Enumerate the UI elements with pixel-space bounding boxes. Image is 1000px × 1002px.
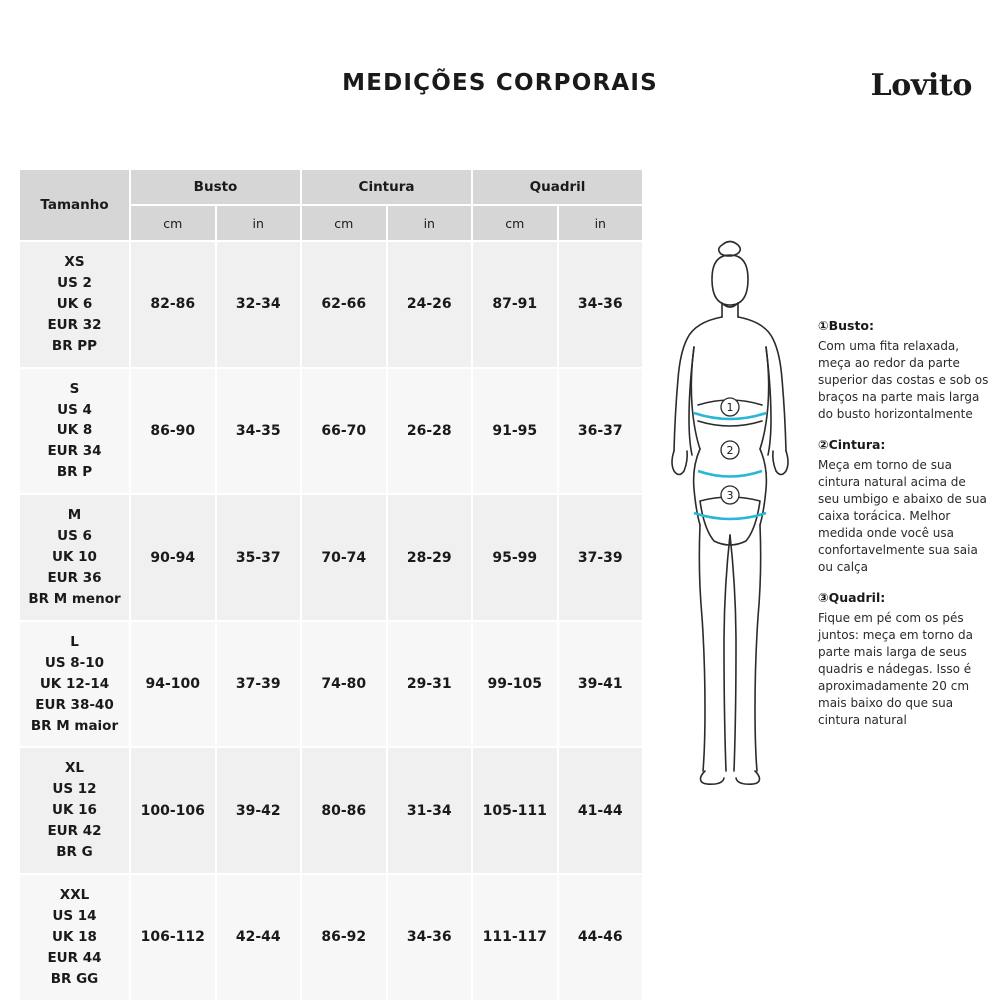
cell-waist-cm: 62-66 [301, 241, 387, 368]
note-bust-body: Com uma fita relaxada, meça ao redor da parte superior das costas e sob os braços na parte mais larga do busto horizontalmente [818, 338, 989, 421]
note-waist [818, 437, 990, 576]
cell-size [19, 241, 130, 368]
cell-bust-in: 32-34 [216, 241, 302, 368]
body-figure-diagram [650, 235, 810, 825]
cell-size [19, 621, 130, 748]
cell-hip-in: 39-41 [558, 621, 644, 748]
size-line: XS [64, 254, 85, 270]
cell-waist-cm: 66-70 [301, 368, 387, 495]
size-line: US 2 [57, 274, 92, 291]
cell-bust-in: 42-44 [216, 874, 302, 1001]
size-line: EUR 42 [47, 823, 102, 840]
cell-bust-cm: 100-106 [130, 747, 216, 874]
cell-hip-cm: 111-117 [472, 874, 558, 1001]
cell-bust-cm: 90-94 [130, 494, 216, 621]
cell-hip-in: 41-44 [558, 747, 644, 874]
note-hip-body: Fique em pé com os pés juntos: meça em torno da parte mais larga de seus quadris e nádegas. Isso é aproximadamente 20 cm mais baixo do que sua cintura natural [818, 611, 973, 728]
size-line: US 8-10 [44, 654, 105, 671]
cell-waist-in: 28-29 [387, 494, 473, 621]
size-line: L [70, 633, 79, 650]
note-waist-body: Meça em torno de sua cintura natural acima de seu umbigo e abaixo de sua caixa torácica. Melhor medida onde você usa confortavelmente sua saia ou calça [818, 457, 987, 575]
column-header-bust: Busto [130, 169, 301, 205]
size-line: UK 6 [56, 295, 93, 312]
size-line: BR M menor [28, 590, 121, 607]
page-title: MEDIÇÕES CORPORAIS [342, 70, 658, 96]
table-body [19, 241, 643, 1001]
table-row [19, 747, 643, 874]
cell-hip-cm: 95-99 [472, 494, 558, 621]
cell-size [19, 874, 130, 1001]
unit-header-hip-in: in [558, 205, 644, 241]
waist-measure-line [698, 471, 762, 477]
cell-bust-cm: 94-100 [130, 621, 216, 748]
unit-header-bust-cm: cm [130, 205, 216, 241]
marker-group [721, 398, 739, 504]
cell-waist-cm: 74-80 [301, 621, 387, 748]
size-line: UK 18 [52, 928, 97, 945]
table-row [19, 874, 643, 1001]
size-line: XL [64, 760, 84, 777]
size-line: US 4 [57, 401, 92, 418]
cell-bust-in: 35-37 [216, 494, 302, 621]
size-line: EUR 32 [47, 316, 102, 333]
size-chart-table-container [18, 168, 642, 1002]
size-line: US 12 [52, 781, 97, 798]
cell-hip-cm: 91-95 [472, 368, 558, 495]
cell-waist-cm: 70-74 [301, 494, 387, 621]
page-header [0, 0, 1000, 150]
size-line: BR G [56, 844, 93, 861]
cell-waist-in: 34-36 [387, 874, 473, 1001]
column-header-hip: Quadril [472, 169, 643, 205]
cell-hip-in: 34-36 [558, 241, 644, 368]
size-line: EUR 44 [47, 949, 102, 966]
table-row [19, 621, 643, 748]
size-line: UK 8 [56, 422, 93, 439]
cell-size [19, 747, 130, 874]
size-line: UK 10 [52, 549, 97, 566]
waist-marker-number: 2 [726, 444, 734, 457]
cell-hip-cm: 99-105 [472, 621, 558, 748]
cell-hip-cm: 105-111 [472, 747, 558, 874]
cell-bust-cm: 82-86 [130, 241, 216, 368]
table-header-row-groups [19, 169, 643, 205]
cell-bust-cm: 106-112 [130, 874, 216, 1001]
table-row [19, 241, 643, 368]
cell-waist-in: 26-28 [387, 368, 473, 495]
cell-bust-in: 37-39 [216, 621, 302, 748]
size-line: XXL [59, 887, 90, 904]
measurement-instructions [818, 318, 990, 743]
cell-bust-in: 39-42 [216, 747, 302, 874]
column-header-size: Tamanho [19, 169, 130, 241]
cell-waist-cm: 80-86 [301, 747, 387, 874]
size-line: EUR 36 [47, 569, 102, 586]
size-line: M [67, 507, 82, 524]
unit-header-hip-cm: cm [472, 205, 558, 241]
hip-measure-line [694, 513, 766, 519]
unit-header-waist-cm: cm [301, 205, 387, 241]
size-line: S [69, 380, 80, 397]
cell-bust-cm: 86-90 [130, 368, 216, 495]
size-line: EUR 34 [47, 443, 102, 460]
size-line: BR PP [51, 337, 98, 354]
size-line: EUR 38-40 [35, 696, 114, 713]
cell-waist-in: 24-26 [387, 241, 473, 368]
size-line: US 14 [52, 907, 97, 924]
bust-marker-number: 1 [726, 401, 734, 414]
cell-waist-in: 29-31 [387, 621, 473, 748]
cell-hip-cm: 87-91 [472, 241, 558, 368]
cell-hip-in: 44-46 [558, 874, 644, 1001]
note-hip [818, 590, 990, 729]
hip-marker-number: 3 [726, 489, 734, 502]
unit-header-bust-in: in [216, 205, 302, 241]
table-row [19, 368, 643, 495]
size-chart-table [18, 168, 644, 1002]
note-waist-title: ②Cintura: [818, 437, 886, 453]
brand-logo: Lovito [870, 68, 972, 103]
cell-waist-cm: 86-92 [301, 874, 387, 1001]
column-header-waist: Cintura [301, 169, 472, 205]
size-line: BR P [56, 464, 93, 481]
cell-size [19, 494, 130, 621]
unit-header-waist-in: in [387, 205, 473, 241]
note-bust [818, 318, 990, 423]
table-row [19, 494, 643, 621]
size-line: BR GG [50, 970, 99, 987]
cell-hip-in: 36-37 [558, 368, 644, 495]
cell-size [19, 368, 130, 495]
note-bust-title: ①Busto: [818, 318, 875, 333]
female-body-outline-icon [650, 235, 810, 825]
size-line: BR M maior [30, 717, 119, 734]
size-line: US 6 [57, 528, 92, 545]
cell-waist-in: 31-34 [387, 747, 473, 874]
cell-bust-in: 34-35 [216, 368, 302, 495]
note-hip-title: ③Quadril: [818, 590, 886, 606]
size-line: UK 12-14 [39, 675, 110, 692]
size-line: UK 16 [52, 802, 97, 819]
table-header [19, 169, 643, 241]
cell-hip-in: 37-39 [558, 494, 644, 621]
